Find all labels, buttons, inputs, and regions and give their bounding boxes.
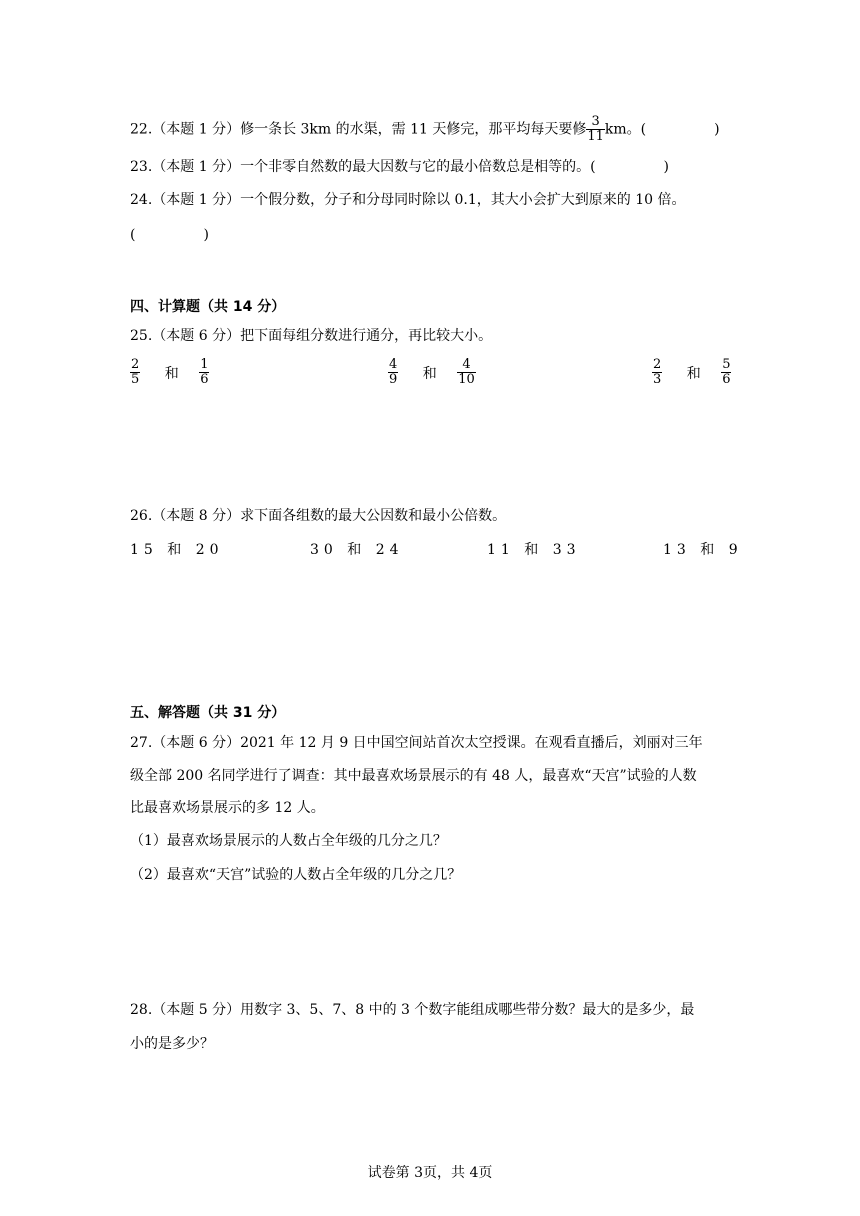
question-26: 26.（本题 8 分）求下面各组数的最大公因数和最小公倍数。 bbox=[130, 508, 507, 524]
and-label: 和 bbox=[686, 365, 701, 382]
fraction: $\frac{2}{5}$ bbox=[131, 357, 140, 387]
question-24 bbox=[130, 190, 686, 210]
number-group-3: 11 和 33 bbox=[487, 542, 581, 558]
question-24-text: 24.（本题 1 分）一个假分数，分子和分母同时除以 0.1，其大小会扩大到原来的 10 倍。 bbox=[130, 192, 686, 208]
and-label: 和 bbox=[422, 365, 437, 382]
fraction: $\frac{4}{9}$ bbox=[389, 357, 398, 387]
question-22-text: 22.（本题 1 分）修一条长 3km 的水渠，需 11 天修完，那平均每天要修 bbox=[130, 121, 587, 138]
fraction: $\frac{1}{6}$ bbox=[200, 357, 209, 387]
question-27-line-2: 级全部 200 名同学进行了调查：其中最喜欢场景展示的有 48 人，最喜欢“天宫”试验的人数 bbox=[130, 768, 697, 784]
question-28-line-2: 小的是多少？ bbox=[130, 1036, 214, 1052]
fraction: $\frac{2}{3}$ bbox=[653, 357, 662, 387]
number-group-1: 15 和 20 bbox=[130, 542, 224, 558]
fraction-pair-1 bbox=[130, 358, 209, 387]
fraction: $\frac{4}{10}$ bbox=[458, 357, 475, 387]
question-23-text: 23.（本题 1 分）一个非零自然数的最大因数与它的最小倍数总是相等的。( bbox=[130, 159, 596, 175]
and-label: 和 bbox=[164, 365, 179, 382]
answer-parens-24: ( ) bbox=[130, 227, 209, 243]
fraction-3-11: $\frac{3}{11}$ bbox=[587, 114, 604, 144]
question-22-suffix: km。( bbox=[604, 121, 647, 138]
question-27-sub-1: （1）最喜欢场景展示的人数占全年级的几分之几？ bbox=[130, 833, 447, 849]
question-23: 23.（本题 1 分）一个非零自然数的最大因数与它的最小倍数总是相等的。( ) bbox=[130, 159, 670, 175]
question-27-sub-2: （2）最喜欢“天宫”试验的人数占全年级的几分之几？ bbox=[130, 867, 462, 883]
question-27-line-3: 比最喜欢场景展示的多 12 人。 bbox=[130, 800, 325, 816]
fraction-pair-3 bbox=[652, 358, 731, 387]
number-group-2: 30 和 24 bbox=[310, 542, 404, 558]
number-group-4: 13 和 9 bbox=[663, 542, 743, 558]
fraction-pair-2 bbox=[388, 358, 476, 387]
question-27-line-1: 27.（本题 6 分）2021 年 12 月 9 日中国空间站首次太空授课。在观看直播后，刘丽对三年 bbox=[130, 735, 703, 751]
fraction: $\frac{5}{6}$ bbox=[722, 357, 731, 387]
section-5-title: 五、解答题（共 31 分） bbox=[130, 705, 286, 721]
question-28-line-1: 28.（本题 5 分）用数字 3、5、7、8 中的 3 个数字能组成哪些带分数？最大的是多少，最 bbox=[130, 1002, 695, 1018]
section-4-title: 四、计算题（共 14 分） bbox=[130, 299, 286, 315]
page-footer: 试卷第 3页，共 4页 bbox=[367, 1165, 493, 1181]
question-22: 22.（本题 1 分）修一条长 3km 的水渠，需 11 天修完，那平均每天要修 $\frac{3}{11}$ km。( ) bbox=[130, 114, 720, 144]
question-25: 25.（本题 6 分）把下面每组分数进行通分，再比较大小。 bbox=[130, 328, 493, 344]
